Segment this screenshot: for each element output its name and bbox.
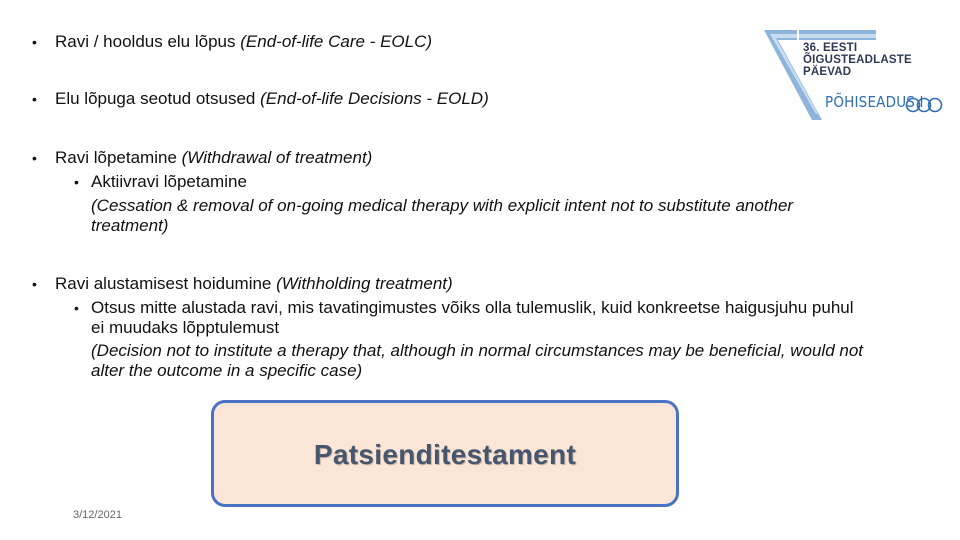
sub-bullet-english-text: (Cessation & removal of on-going medical therapy with explicit intent not to substitute another treatment) xyxy=(91,196,794,235)
bullet-main-text: Ravi alustamisest hoidumine xyxy=(55,274,272,293)
sub-bullet-english-text: (Decision not to institute a therapy that, although in normal circumstances may be beneficial, would not alter the outcome in a specific case) xyxy=(91,341,864,380)
sub-bullet-text: Aktiivravi lõpetamine xyxy=(91,172,247,191)
bullet-english-text: (Withdrawal of treatment) xyxy=(181,148,373,167)
logo-word-text: PÕHISEADUS I xyxy=(825,93,924,111)
sub-bullet-text: Otsus mitte alustada ravi, mis tavatingimustes võiks olla tulemuslik, kuid konkreetse haigusjuhu puhul ei muudaks lõpptulemust xyxy=(91,298,854,337)
logo-line: 36. EESTI xyxy=(803,42,858,54)
bullet-english-text: (End-of-life Decisions - EOLD) xyxy=(260,89,489,108)
footer-date: 3/12/2021 xyxy=(73,509,122,521)
bullet-english-text: (Withholding treatment) xyxy=(276,274,453,293)
bullet-main-text: Elu lõpuga seotud otsused xyxy=(55,89,256,108)
bullet-english-text: (End-of-life Care - EOLC) xyxy=(240,32,433,51)
logo-line: PÄEVAD xyxy=(803,66,852,78)
bullet-dot-icon: • xyxy=(74,300,79,316)
callout-box xyxy=(211,400,679,507)
callout-label: Patsienditestament xyxy=(313,439,577,470)
logo-text xyxy=(803,42,912,78)
bullet-dot-icon: • xyxy=(32,150,37,166)
bullet-dot-icon: • xyxy=(32,276,37,292)
bullet-dot-icon: • xyxy=(74,174,79,190)
bullet-main-text: Ravi lõpetamine xyxy=(55,148,177,167)
logo-line: ÕIGUSTEADLASTE xyxy=(803,54,912,66)
bullet-dot-icon: • xyxy=(32,34,37,50)
interlocking-circles-icon xyxy=(905,96,943,114)
bullet-dot-icon: • xyxy=(32,91,37,107)
bullet-main-text: Ravi / hooldus elu lõpus xyxy=(55,32,236,51)
